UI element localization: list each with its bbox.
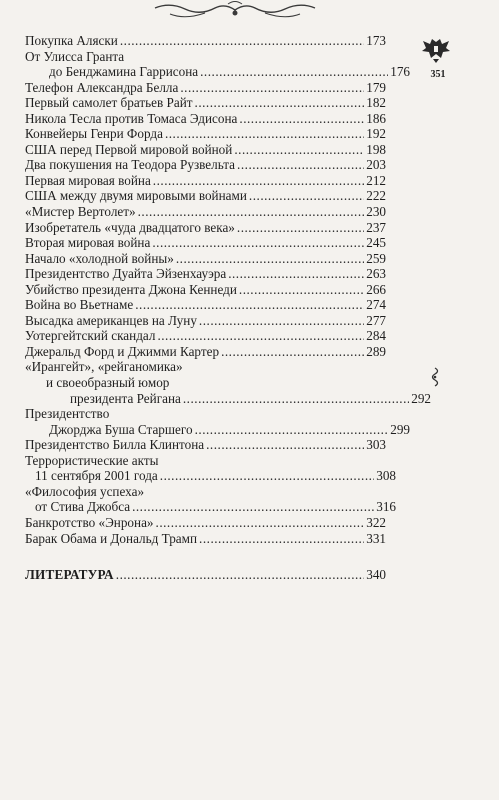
entry-title: От Улисса Гранта	[25, 48, 125, 64]
entry-title: от Стива Джобса	[35, 499, 131, 515]
entry-title: США между двумя мировыми войнами	[25, 188, 247, 204]
toc-entry	[25, 297, 386, 313]
dot-leader	[160, 468, 374, 484]
entry-title: Телефон Александра Белла	[25, 79, 179, 95]
toc-entry	[25, 111, 386, 127]
entry-title: Первый самолет братьев Райт	[25, 95, 193, 111]
entry-title: Изобретатель «чуда двадцатого века»	[25, 219, 235, 235]
entry-page: 308	[376, 468, 396, 484]
toc-entry	[25, 235, 386, 251]
toc-entry	[25, 344, 386, 360]
dot-leader	[195, 95, 365, 111]
dot-leader	[157, 328, 364, 344]
entry-title: Президентство Дуайта Эйзенхауэра	[25, 266, 227, 282]
entry-page: 198	[366, 141, 386, 157]
entry-page: 263	[366, 266, 386, 282]
entry-page: 186	[366, 110, 386, 126]
toc-entry	[25, 422, 410, 438]
entry-title: Война во Вьетнаме	[25, 297, 134, 313]
entry-page: 266	[366, 281, 386, 297]
dot-leader	[237, 220, 364, 236]
literature-page: 340	[366, 567, 386, 583]
dot-leader	[206, 437, 364, 453]
dot-leader	[132, 499, 374, 515]
dot-leader	[135, 297, 364, 313]
dot-leader	[237, 157, 364, 173]
dot-leader	[153, 173, 364, 189]
entry-title: 11 сентября 2001 года	[35, 468, 158, 484]
scroll-mark-icon	[429, 366, 441, 388]
dot-leader	[228, 266, 364, 282]
dot-leader	[152, 235, 364, 251]
toc-entry	[25, 220, 386, 236]
entry-page: 277	[366, 312, 386, 328]
entry-title: и своеобразный юмор	[46, 375, 170, 391]
entry-title: Никола Тесла против Томаса Эдисона	[25, 110, 238, 126]
dot-leader	[221, 344, 364, 360]
toc-entry	[25, 33, 386, 49]
dot-leader	[239, 282, 364, 298]
entry-title: Высадка американцев на Луну	[25, 312, 197, 328]
entry-title: «Мистер Вертолет»	[25, 204, 136, 220]
entry-page: 274	[366, 297, 386, 313]
dot-leader	[239, 111, 364, 127]
toc-entry	[25, 282, 386, 298]
literature-title: ЛИТЕРАТУРА	[25, 567, 114, 583]
toc-entry	[25, 468, 396, 484]
entry-title: Джорджа Буша Старшего	[49, 421, 193, 437]
entry-title: Убийство президента Джона Кеннеди	[25, 281, 237, 297]
toc-entry	[25, 80, 386, 96]
decorative-scroll-icon	[150, 0, 320, 22]
entry-page: 303	[366, 437, 386, 453]
entry-page: 230	[366, 204, 386, 220]
entry-title: Президентство	[25, 406, 110, 422]
entry-page: 192	[366, 126, 386, 142]
entry-page: 203	[366, 157, 386, 173]
toc-entry	[25, 437, 386, 453]
toc-entry	[25, 157, 386, 173]
dot-leader	[200, 64, 388, 80]
entry-page: 179	[366, 79, 386, 95]
toc-entry	[25, 515, 386, 531]
entry-page: 182	[366, 95, 386, 111]
dot-leader	[165, 126, 364, 142]
entry-page: 292	[411, 390, 431, 406]
entry-page: 289	[366, 343, 386, 359]
entry-page: 322	[366, 514, 386, 530]
dot-leader	[195, 422, 389, 438]
entry-page: 176	[390, 64, 410, 80]
entry-title: Конвейеры Генри Форда	[25, 126, 163, 142]
toc-entry	[25, 499, 396, 515]
entry-title: Террористические акты	[25, 452, 159, 468]
toc-entry	[25, 204, 386, 220]
dot-leader	[120, 33, 364, 49]
dot-leader	[199, 531, 364, 547]
toc-entry	[25, 126, 386, 142]
entry-page: 316	[376, 499, 396, 515]
entry-page: 331	[366, 530, 386, 546]
entry-page: 237	[366, 219, 386, 235]
entry-title: Барак Обама и Дональд Трамп	[25, 530, 198, 546]
toc-entry	[25, 142, 386, 158]
entry-page: 245	[366, 235, 386, 251]
toc-entry	[25, 328, 386, 344]
entry-title: Банкротство «Энрона»	[25, 514, 154, 530]
dot-leader	[234, 142, 364, 158]
dot-leader	[138, 204, 365, 220]
entry-title: Вторая мировая война	[25, 235, 151, 251]
entry-title: США перед Первой мировой войной	[25, 141, 233, 157]
dot-leader	[249, 188, 364, 204]
entry-title: «Философия успеха»	[25, 483, 145, 499]
entry-page: 284	[366, 328, 386, 344]
entry-title: президента Рейгана	[70, 390, 181, 406]
toc-entry	[25, 95, 386, 111]
table-of-contents	[25, 33, 431, 583]
entry-title: «Ирангейт», «рейганомика»	[25, 359, 183, 375]
toc-entry	[25, 64, 410, 80]
toc-entry	[25, 188, 386, 204]
toc-entry	[25, 391, 431, 407]
toc-entry	[25, 251, 386, 267]
page-number: 351	[430, 69, 446, 80]
section-gap	[25, 546, 386, 567]
dot-leader	[176, 251, 364, 267]
entry-page: 173	[366, 33, 386, 48]
entry-title: Президентство Билла Клинтона	[25, 437, 205, 453]
entry-page: 299	[390, 421, 410, 437]
entry-title: до Бенджамина Гаррисона	[49, 64, 199, 80]
entry-title: Начало «холодной войны»	[25, 250, 174, 266]
toc-entry	[25, 173, 386, 189]
dot-leader	[183, 391, 409, 407]
dot-leader	[180, 80, 364, 96]
entry-page: 222	[366, 188, 386, 204]
entry-title: Два покушения на Теодора Рузвельта	[25, 157, 236, 173]
entry-title: Покупка Аляски	[25, 33, 118, 48]
entry-title: Джеральд Форд и Джимми Картер	[25, 343, 220, 359]
entry-page: 259	[366, 250, 386, 266]
entry-title: Первая мировая война	[25, 172, 151, 188]
dot-leader	[116, 567, 364, 583]
dot-leader	[156, 515, 365, 531]
dot-leader	[199, 313, 364, 329]
toc-entry	[25, 266, 386, 282]
toc-entry	[25, 313, 386, 329]
entry-page: 212	[366, 172, 386, 188]
toc-entry	[25, 531, 386, 547]
entry-title: Уотергейтский скандал	[25, 328, 156, 344]
eagle-emblem-icon	[421, 38, 451, 64]
toc-entry-literature	[25, 567, 386, 583]
